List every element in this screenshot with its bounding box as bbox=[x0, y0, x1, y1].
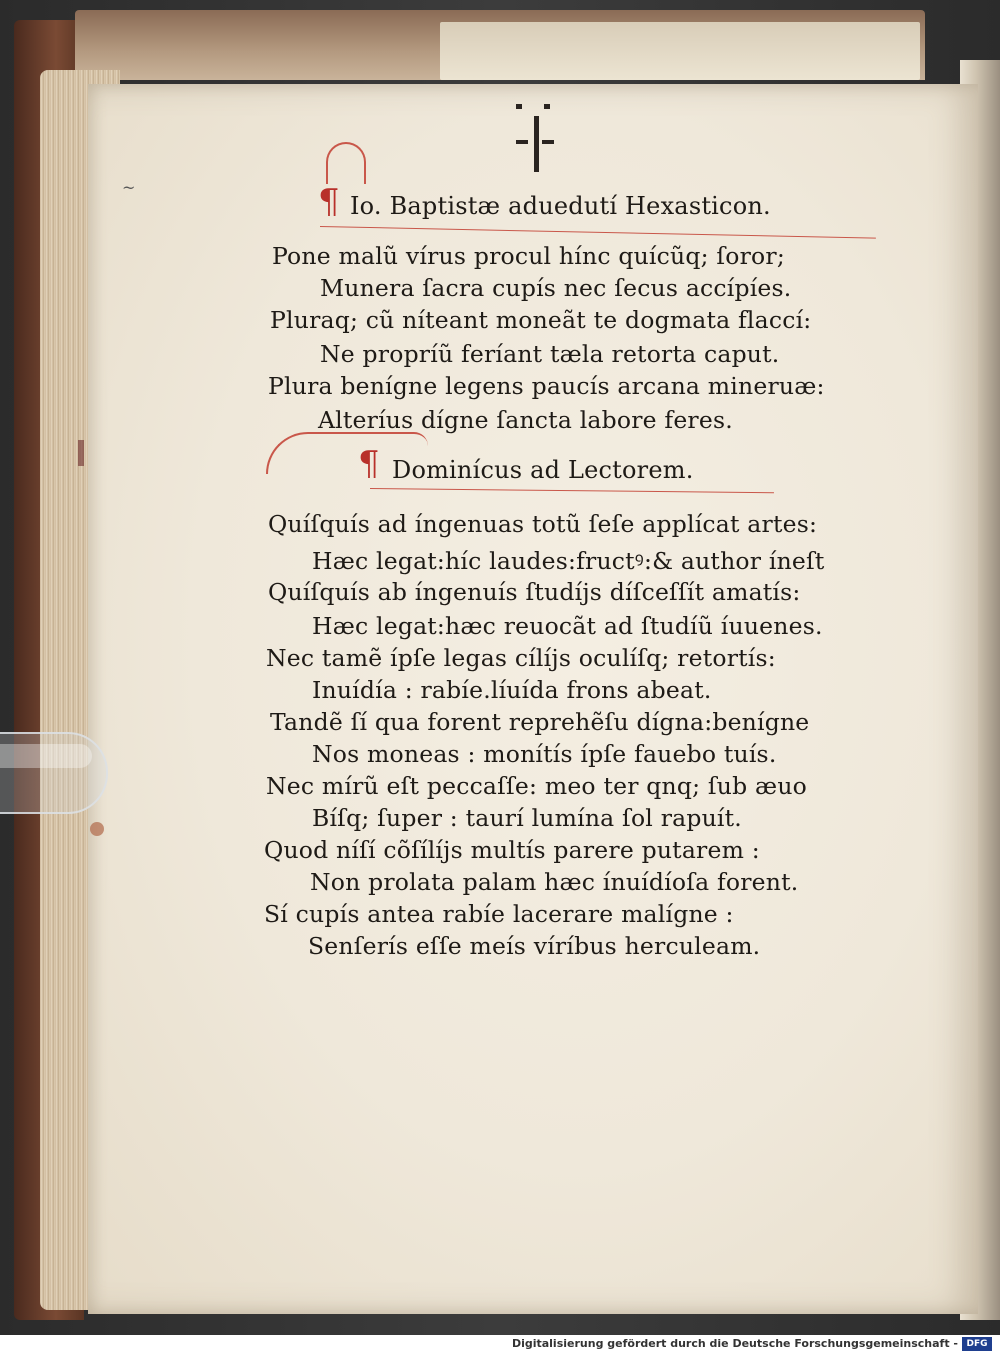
verse-line: Hæc legat:híc laudes:fructꝰ:& author íneſt bbox=[312, 547, 825, 575]
verse-line: Pone malũ vírus procul hínc quícũq; ſoror; bbox=[272, 242, 785, 270]
footer-bar bbox=[0, 1335, 1000, 1355]
verse-line: Nec mírũ eſt peccaſſe: meo ter qnq; ſub æuo bbox=[266, 772, 808, 800]
verse-line: Alteríus dígne ſancta labore feres. bbox=[318, 406, 733, 434]
wax-stain bbox=[90, 822, 104, 836]
verse-line: Nec tamẽ ípſe legas cílíjs oculíſq; retortís: bbox=[266, 644, 776, 672]
verse-line: Bíſq; ſuper : taurí lumína ſol rapuít. bbox=[312, 804, 742, 832]
rubric-arc bbox=[326, 142, 366, 184]
heading-hexasticon: Io. Baptistæ aduedutí Hexasticon. bbox=[350, 192, 771, 220]
margin-mark: ~ bbox=[122, 178, 136, 197]
cover-parchment-strip bbox=[440, 22, 920, 80]
verse-line: Non prolata palam hæc ínuídíoſa forent. bbox=[310, 868, 799, 896]
verse-line: Tandẽ ſí qua forent reprehẽſu dígna:benígne bbox=[270, 708, 810, 736]
ink-stain bbox=[78, 440, 84, 466]
heading-lectorem: Dominícus ad Lectorem. bbox=[392, 456, 694, 484]
pilcrow-rubric-1: ¶ bbox=[318, 182, 340, 222]
dfg-logo: DFG bbox=[962, 1337, 992, 1351]
verse-line: Plura benígne legens paucís arcana mineruæ: bbox=[268, 372, 825, 400]
verse-line: Hæc legat:hæc reuocãt ad ſtudíũ íuuenes. bbox=[312, 612, 823, 640]
verse-line: Inuídía : rabíe.líuída frons abeat. bbox=[312, 676, 712, 704]
verse-line: Senſerís eſſe meís víríbus herculeam. bbox=[308, 932, 761, 960]
verse-line: Nos moneas : monítís ípſe fauebo tuís. bbox=[312, 740, 777, 768]
pilcrow-rubric-2: ¶ bbox=[358, 444, 380, 484]
verse-line: Ne propríũ feríant tæla retorta caput. bbox=[320, 340, 780, 368]
bookmark-clip-highlight bbox=[0, 744, 92, 768]
verse-line: Quíſquís ab íngenuís ſtudíjs díſceſſít amatís: bbox=[268, 578, 801, 606]
cross-mark-icon bbox=[512, 98, 562, 178]
verse-line: Munera ſacra cupís nec ſecus accípíes. bbox=[320, 274, 792, 302]
verse-line: Sí cupís antea rabíe lacerare malígne : bbox=[264, 900, 734, 928]
verse-line: Pluraq; cũ níteant moneãt te dogmata flaccí: bbox=[270, 306, 812, 334]
verse-line: Quíſquís ad íngenuas totũ ſeſe applícat artes: bbox=[268, 510, 818, 538]
verse-line: Quod níſí cõſílíjs multís parere putarem : bbox=[264, 836, 760, 864]
footer-credit: Digitalisierung gefördert durch die Deutsche Forschungsgemeinschaft - bbox=[511, 1337, 958, 1350]
